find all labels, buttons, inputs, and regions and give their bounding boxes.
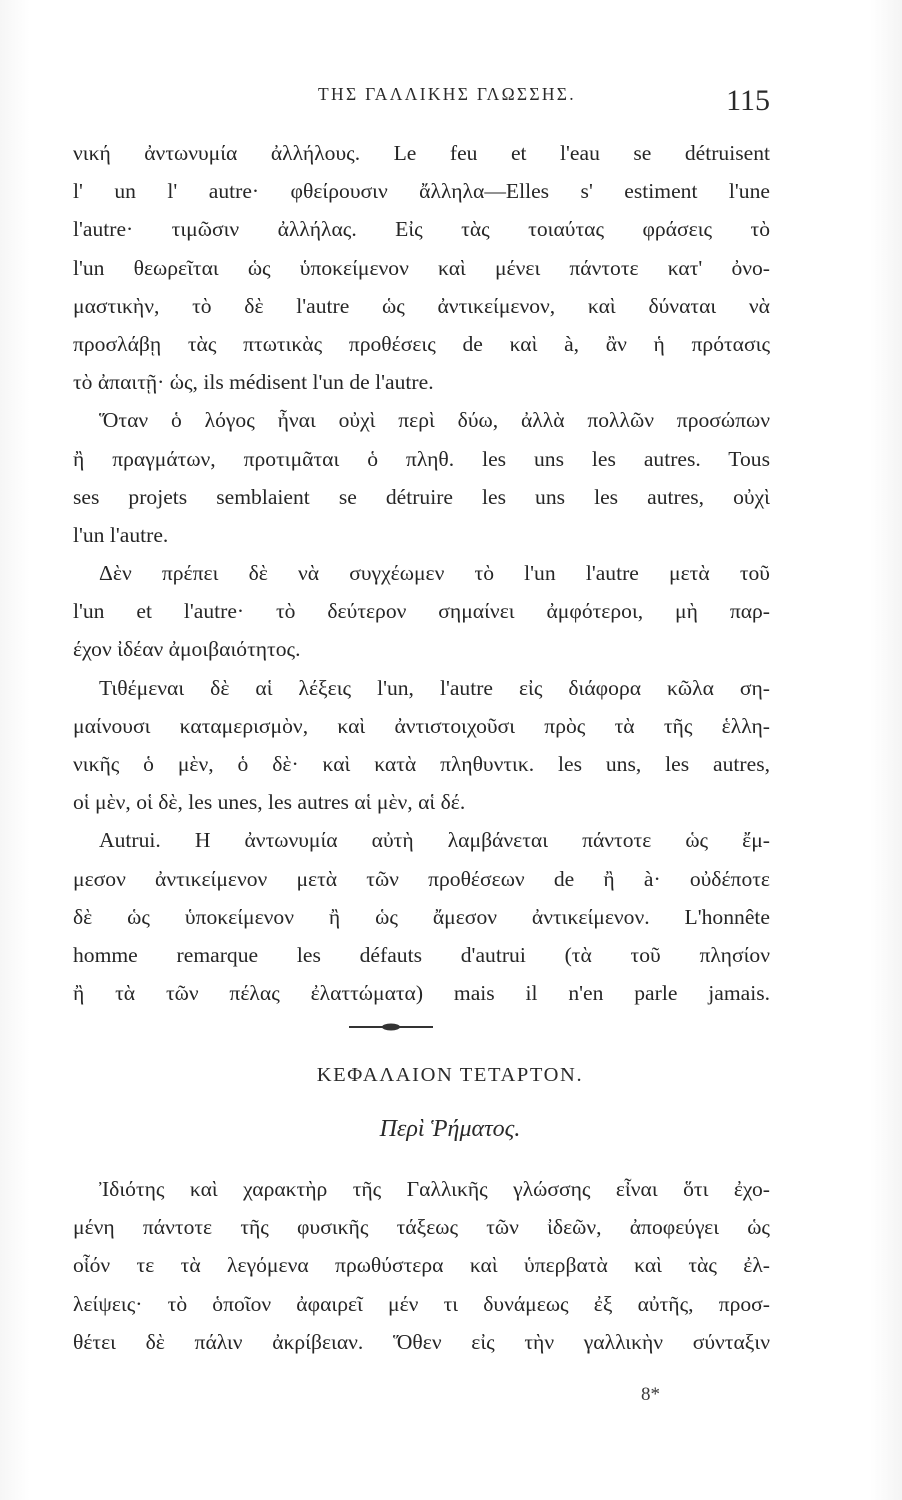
text-line: l' un l' autre· φθείρουσιν ἄλληλα—Elles s' estiment l'une xyxy=(73,179,770,204)
page-number: 115 xyxy=(726,84,770,117)
paragraph-start-line: Autrui. Η ἀντωνυμία αὐτὴ λαμβάνεται πάντοτε ὡς ἔμ- xyxy=(99,828,770,853)
text-line: μαστικὴν, τὸ δὲ l'autre ὡς ἀντικείμενον, καὶ δύναται νὰ xyxy=(73,293,770,318)
ornamental-rule xyxy=(349,1022,433,1032)
chapter-text xyxy=(73,1170,770,1361)
text-line: ses projets semblaient se détruire les uns les autres, οὐχὶ xyxy=(73,484,770,509)
text-line: οἷόν τε τὰ λεγόμενα πρωθύστερα καὶ ὑπερβατὰ καὶ τὰς ἐλ- xyxy=(73,1253,770,1278)
running-title: ΤΗΣ ΓΑΛΛΙΚΗΣ ΓΛΩΣΣΗΣ. xyxy=(318,84,576,104)
text-line: τὸ ἀπαιτῇ· ὡς, ils médisent l'un de l'autre. xyxy=(73,370,434,395)
text-line: homme remarque les défauts d'autrui (τὰ τοῦ πλησίον xyxy=(73,942,770,967)
body-text xyxy=(73,134,770,1012)
text-line: l'un θεωρεῖται ὡς ὑποκείμενον καὶ μένει πάντοτε κατ' ὀνο- xyxy=(73,255,770,280)
text-line: ἢ τὰ τῶν πέλας ἐλαττώματα) mais il n'en parle jamais. xyxy=(73,981,770,1006)
text-line: μένη πάντοτε τῆς φυσικῆς τάξεως τῶν ἰδεῶν, ἀποφεύγει ὡς xyxy=(73,1215,770,1240)
section-title: Περὶ Ῥήματος. xyxy=(379,1116,521,1142)
text-line: λείψεις· τὸ ὁποῖον ἀφαιρεῖ μέν τι δυνάμεως ἐξ αὐτῆς, προσ- xyxy=(73,1291,770,1316)
text-line: έχον ἰδέαν ἀμοιβαιότητος. xyxy=(73,637,301,662)
text-line: δὲ ὡς ὑποκείμενον ἢ ὡς ἄμεσον ἀντικείμενον. L'honnête xyxy=(73,904,770,929)
text-line: l'un et l'autre· τὸ δεύτερον σημαίνει ἀμφότεροι, μὴ παρ- xyxy=(73,599,770,624)
text-line: μεσον ἀντικείμενον μετὰ τῶν προθέσεων de ἢ à· οὐδέποτε xyxy=(73,866,770,891)
paragraph-start-line: Ἰδιότης καὶ χαρακτὴρ τῆς Γαλλικῆς γλώσσης εἶναι ὅτι ἐχο- xyxy=(99,1177,770,1201)
text-line: ἢ πραγμάτων, προτιμᾶται ὁ πληθ. les uns les autres. Tous xyxy=(73,446,770,471)
text-line: προσλάβῃ τὰς πτωτικὰς προθέσεις de καὶ à, ἂν ἡ πρότασις xyxy=(73,331,770,356)
text-line: l'un l'autre. xyxy=(73,522,169,547)
paragraph-start-line: Ὅταν ὁ λόγος ἦναι οὐχὶ περὶ δύω, ἀλλὰ πολλῶν προσώπων xyxy=(99,408,770,433)
text-line: νικῆς ὁ μὲν, ὁ δὲ· καὶ κατὰ πληθυντικ. les uns, les autres, xyxy=(73,752,770,776)
paragraph-start-line: Τιθέμεναι δὲ αἱ λέξεις l'un, l'autre εἰς διάφορα κῶλα ση- xyxy=(99,675,770,700)
text-line: μαίνουσι καταμερισμὸν, καὶ ἀντιστοιχοῦσι πρὸς τὰ τῆς ἑλλη- xyxy=(73,713,770,738)
text-line: οἱ μὲν, οἱ δὲ, les unes, les autres αἱ μὲν, αἱ δέ. xyxy=(73,790,466,815)
text-line: l'autre· τιμῶσιν ἀλλήλας. Εἰς τὰς τοιαύτας φράσεις τὸ xyxy=(73,217,770,242)
paragraph-start-line: Δὲν πρέπει δὲ νὰ συγχέωμεν τὸ l'un l'autre μετὰ τοῦ xyxy=(99,561,770,586)
chapter-title: ΚΕΦΑΛΑΙΟΝ ΤΕΤΑΡΤΟΝ. xyxy=(316,1064,584,1086)
text-line: νική ἀντωνυμία ἀλλήλους. Le feu et l'eau se détruisent xyxy=(73,141,770,165)
signature-mark: 8* xyxy=(641,1384,660,1405)
text-line: θέτει δὲ πάλιν ἀκρίβειαν. Ὅθεν εἰς τὴν γαλλικὴν σύνταξιν xyxy=(73,1329,770,1354)
